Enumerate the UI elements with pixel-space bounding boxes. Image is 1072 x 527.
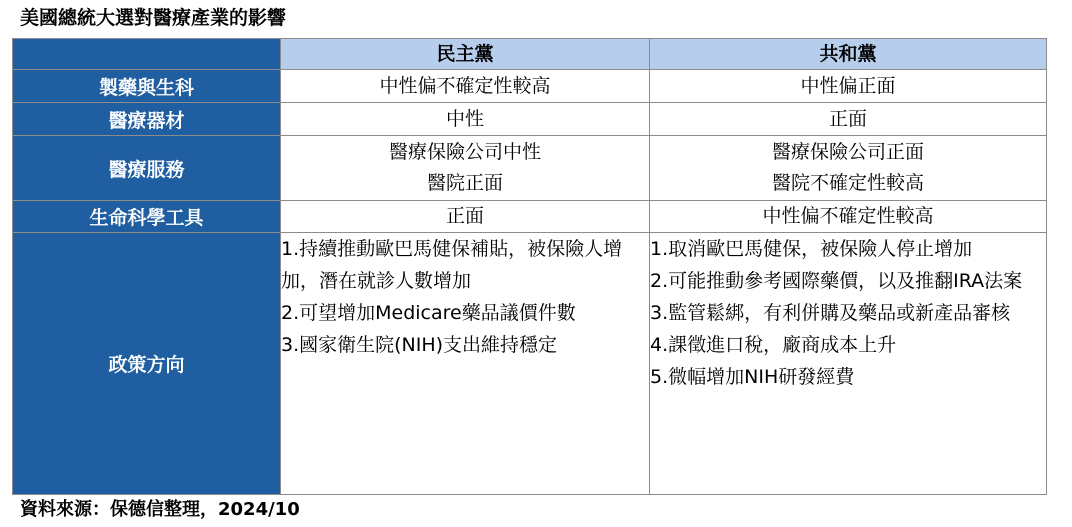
cell-pharma-democrat [281, 70, 650, 103]
header-republican: 共和黨 [650, 39, 1047, 70]
policy-item: 1.取消歐巴馬健保，被保險人停止增加 [650, 238, 973, 260]
cell-services-republican [650, 136, 1047, 201]
table-row [13, 70, 1047, 103]
policy-item: 5.微幅增加NIH研發經費 [650, 366, 855, 388]
cell-text: 醫院正面 [426, 172, 503, 194]
row-label-life-science-tools: 生命科學工具 [13, 201, 281, 233]
cell-text: 醫療保險公司正面 [771, 141, 924, 163]
cell-devices-republican [650, 103, 1047, 136]
row-label-devices: 醫療器材 [13, 103, 281, 136]
corner-cell [13, 39, 281, 70]
policy-item: 2.可能推動參考國際藥價，以及推翻IRA法案 [650, 270, 1023, 292]
header-row [13, 39, 1047, 70]
cell-text: 醫院不確定性較高 [771, 172, 924, 194]
table-row [13, 136, 1047, 201]
cell-tools-republican [650, 201, 1047, 233]
policy-item: 3.國家衛生院(NIH)支出維持穩定 [281, 334, 558, 356]
cell-services-democrat [281, 136, 650, 201]
policy-item: 1.持續推動歐巴馬健保補貼，被保險人增加，潛在就診人數增加 [281, 238, 623, 292]
cell-text: 中性偏不確定性較高 [762, 205, 934, 227]
row-label-pharma: 製藥與生科 [13, 70, 281, 103]
row-label-services: 醫療服務 [13, 136, 281, 201]
policy-row [13, 233, 1047, 495]
row-label-policy: 政策方向 [13, 233, 281, 495]
source-note: 資料來源：保德信整理，2024/10 [20, 499, 300, 520]
policy-item: 4.課徵進口稅，廠商成本上升 [650, 334, 897, 356]
cell-text: 中性偏正面 [800, 74, 896, 97]
document-title: 美國總統大選對醫療產業的影響 [20, 7, 287, 29]
cell-text: 正面 [828, 107, 867, 130]
cell-text: 醫療保險公司中性 [388, 141, 541, 163]
cell-devices-democrat [281, 103, 650, 136]
header-democrat: 民主黨 [281, 39, 650, 70]
comparison-table [12, 38, 1047, 495]
policy-republican [650, 233, 1047, 495]
policy-democrat [281, 233, 650, 495]
cell-tools-democrat [281, 201, 650, 233]
cell-text: 中性 [445, 107, 484, 130]
table-row [13, 201, 1047, 233]
cell-pharma-republican [650, 70, 1047, 103]
policy-item: 3.監管鬆綁，有利併購及藥品或新產品審核 [650, 302, 1011, 324]
cell-text: 中性偏不確定性較高 [379, 74, 551, 97]
policy-item: 2.可望增加Medicare藥品議價件數 [281, 302, 576, 324]
cell-text: 正面 [445, 205, 484, 227]
table-row [13, 103, 1047, 136]
